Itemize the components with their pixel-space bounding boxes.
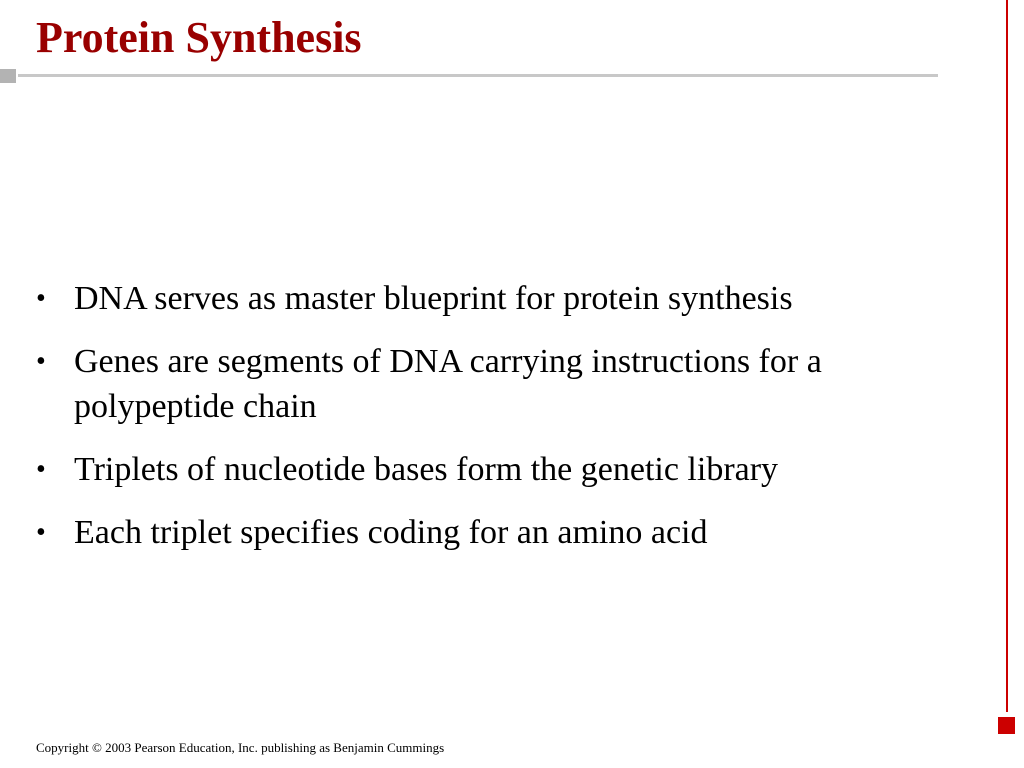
side-accent-line [1006,0,1008,712]
title-divider [18,74,938,77]
title-accent-square [0,69,16,83]
bullet-item [36,510,966,555]
bullet-text: Triplets of nucleotide bases form the genetic library [74,451,779,488]
bullet-icon: • [36,517,46,548]
bullet-item [36,339,966,429]
bullet-icon: • [36,346,46,377]
copyright-footer: Copyright © 2003 Pearson Education, Inc. publishing as Benjamin Cummings [36,740,445,755]
bullet-text: Each triplet specifies coding for an amino acid [74,514,708,551]
bullet-text: Genes are segments of DNA carrying instructions for a polypeptide chain [74,343,822,425]
bullet-item [36,447,966,492]
bullet-icon: • [36,454,46,485]
bullet-text: DNA serves as master blueprint for protein synthesis [74,280,793,317]
bullet-item [36,276,966,321]
bullet-icon: • [36,283,46,314]
slide-title: Protein Synthesis [36,13,362,62]
bullet-list [36,276,966,573]
side-accent-square [998,717,1015,734]
